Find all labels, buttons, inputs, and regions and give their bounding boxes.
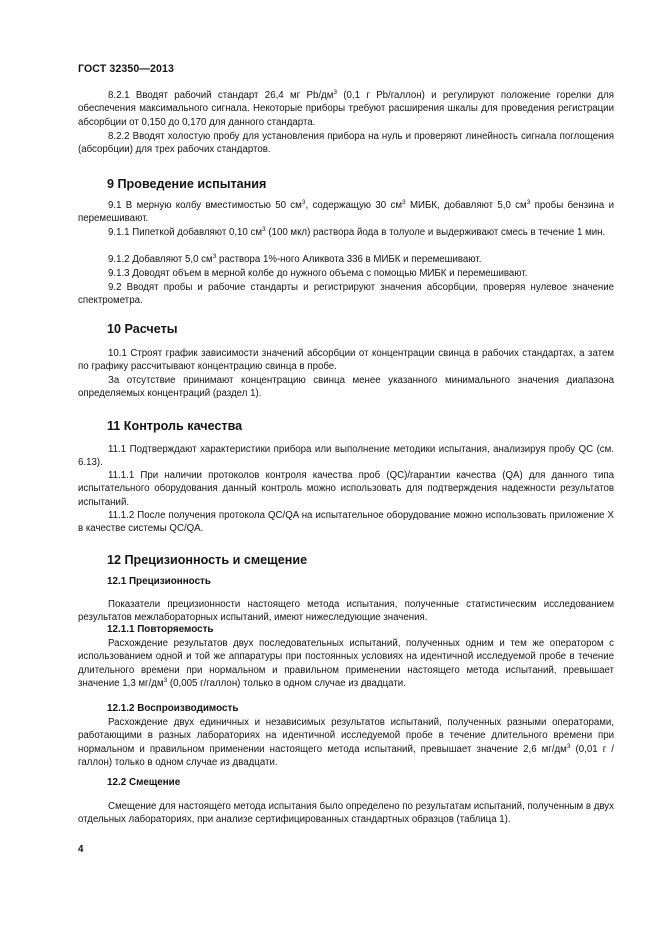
paragraph-11-1: 11.1 Подтверждают характеристики прибора или выполнение методики испытания, анализируя пробу QC (см. 6.13). [78, 444, 614, 469]
section-12-heading: 12 Прецизионность и смещение [107, 553, 308, 567]
paragraph-10-2: За отсутствие принимают концентрацию свинца менее указанного минимального значения диапазона определяемых концентраций (раздел 1). [78, 375, 614, 400]
paragraph-8-2-2: 8.2.2 Вводят холостую пробу для установления прибора на нуль и проверяют линейность сигнала поглощения (абсорбции) для трех рабочих стандартов. [78, 131, 614, 156]
paragraph-9-1: 9.1 В мерную колбу вместимостью 50 $см^3$, содержащую 30 $см^3$ МИБК, добавляют 5,0 $см^3$ пробы бензина и перемешивают. [78, 199, 614, 225]
subsection-12-1-1-heading: 12.1.1 Повторяемость [107, 624, 214, 635]
paragraph-11-1-1: 11.1.1 При наличии протоколов контроля качества проб (QC)/гарантии качества (QA) для данного типа испытательного оборудования данный контроль можно использовать для подтверждения надежности результатов испытаний. [78, 470, 614, 508]
subsection-12-1-2-heading: 12.1.2 Воспроизводимость [107, 703, 239, 714]
paragraph-11-1-2: 11.1.2 После получения протокола QC/QA на испытательное оборудование можно использовать приложение Х в качестве системы QC/QA. [78, 510, 614, 535]
paragraph-9-1-1: 9.1.1 Пипеткой добавляют 0,10 $см^3$ (100 мкл) раствора йода в толуоле и выдерживают смесь в течение 1 мин. [108, 226, 606, 238]
paragraph-12-1: Показатели прецизионности настоящего метода испытания, полученные статистическим исследованием результатов межлабораторных испытаний, имеют нижеследующие значения. [78, 599, 614, 624]
paragraph-8-2-1: 8.2.1 Вводят рабочий стандарт 26,4 мг $Pb/дм^3$ (0,1 г Pb/галлон) и регулируют положение горелки для обеспечения максимального сигнала. Некоторые приборы требуют расширения шкалы для проведения регистрации абсорбции от 0,150 до 0,170 для данного стандарта. [78, 89, 614, 128]
paragraph-12-2: Смещение для настоящего метода испытания было определено по результатам испытаний, полученным в двух отдельных лабораториях, при анализе сертифицированных стандартных образцов (таблица 1). [78, 801, 614, 826]
subsection-12-2-heading: 12.2 Смещение [107, 777, 181, 788]
section-10-heading: 10 Расчеты [107, 322, 178, 336]
section-11-heading: 11 Контроль качества [107, 419, 243, 433]
document-header: ГОСТ 32350—2013 [78, 63, 175, 75]
section-9-heading: 9 Проведение испытания [107, 177, 267, 191]
paragraph-9-2: 9.2 Вводят пробы и рабочие стандарты и регистрируют значения абсорбции, проверяя нулевое значение спектрометра. [78, 282, 614, 307]
paragraph-12-1-1: Расхождение результатов двух последовательных испытаний, полученных одним и тем же оператором с использованием одной и той же аппаратуры при постоянных условиях на идентичной исследуемой пробе в течение длительного времени при нормальном и правильном применении настоящего метода испытаний, превышает значение 1,3 $мг/дм^3$ (0,005 г/галлон) только в одном случае из двадцати. [78, 638, 614, 690]
paragraph-9-1-3: 9.1.3 Доводят объем в мерной колбе до нужного объема с помощью МИБК и перемешивают. [108, 268, 528, 279]
page-number: 4 [78, 844, 84, 855]
paragraph-12-1-2: Расхождение двух единичных и независимых результатов испытаний, полученных разными операторами, работающими в разных лабораториях на идентичной исследуемой пробе в течение длительного времени при нормальном и правильном применении настоящего метода испытаний, превышает значение 2,6 $мг/дм^3$ (0,01 г /галлон) только в одном случае из двадцати. [78, 717, 614, 769]
paragraph-10-1: 10.1 Строят график зависимости значений абсорбции от концентрации свинца в рабочих стандартах, а затем по графику рассчитывают концентрацию свинца в пробе. [78, 348, 614, 373]
subsection-12-1-heading: 12.1 Прецизионность [107, 576, 211, 587]
paragraph-9-1-2: 9.1.2 Добавляют 5,0 $см^3$ раствора 1%-ного Аликвота 336 в МИБК и перемешивают. [108, 253, 482, 265]
